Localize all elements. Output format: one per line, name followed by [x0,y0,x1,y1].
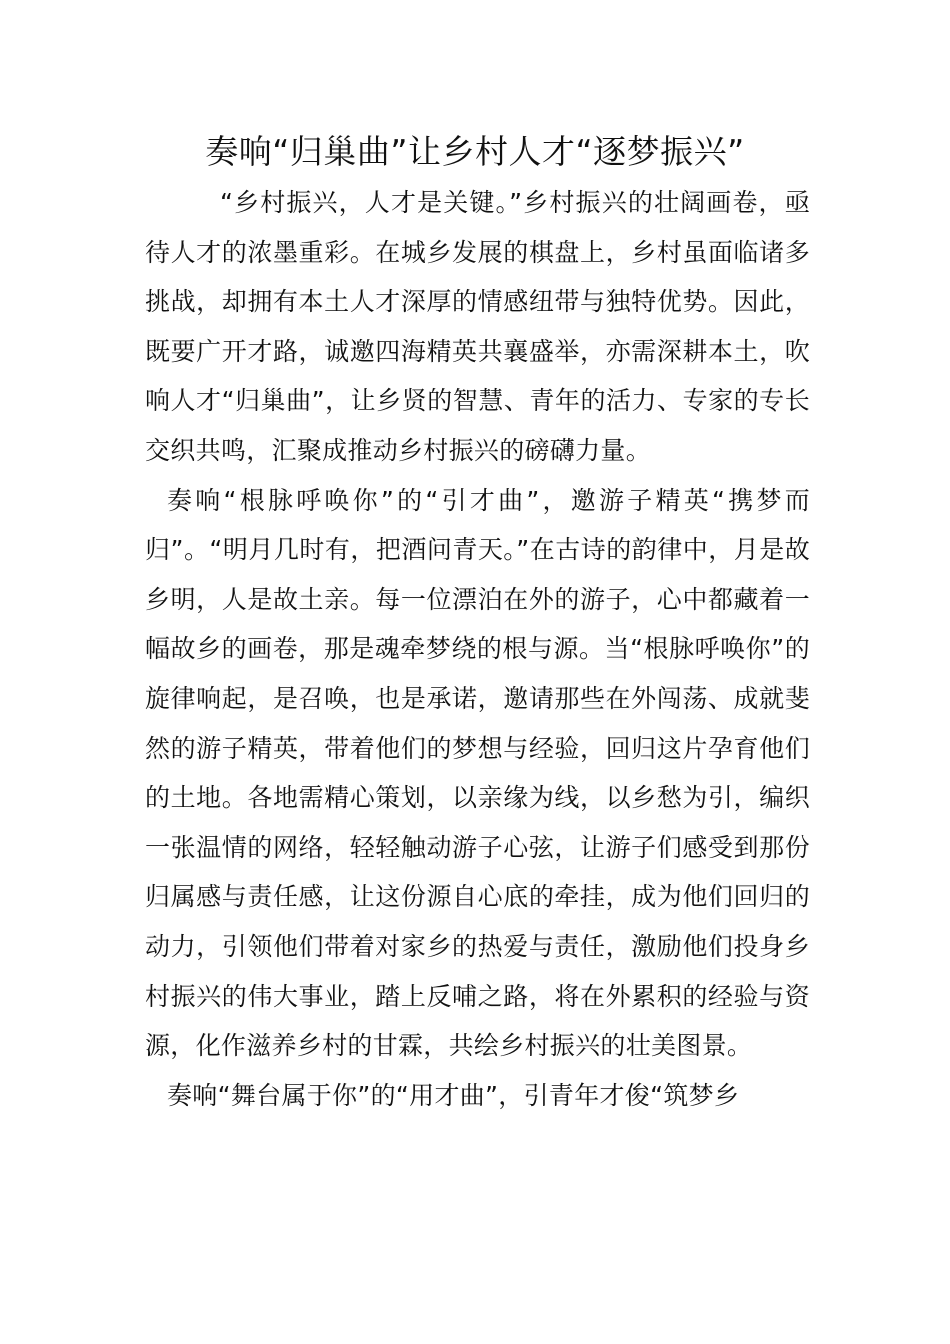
paragraph-recruit-talent: 奏响“根脉呼唤你”的“引才曲”，邀游子精英“携梦而归”。“明月几时有，把酒问青天。”在古诗的韵律中，月是故乡明，人是故土亲。每一位漂泊在外的游子，心中都藏着一幅故乡的画卷，那是魂牵梦绕的根与源。当“根脉呼唤你”的旋律响起，是召唤，也是承诺，邀请那些在外闯荡、成就斐然的游子精英，带着他们的梦想与经验，回归这片孕育他们的土地。各地需精心策划，以亲缘为线，以乡愁为引，编织一张温情的网络，轻轻触动游子心弦，让游子们感受到那份归属感与责任感，让这份源自心底的牵挂，成为他们回归的动力，引领他们带着对家乡的热爱与责任，激励他们投身乡村振兴的伟大事业，踏上反哺之路，将在外累积的经验与资源，化作滋养乡村的甘霖，共绘乡村振兴的壮美图景。 [145,485,810,1061]
document-body [145,178,810,1120]
paragraph-use-talent: 奏响“舞台属于你”的“用才曲”，引青年才俊“筑梦乡 [167,1080,740,1110]
paragraph-intro: “乡村振兴，人才是关键。”乡村振兴的壮阔画卷，亟待人才的浓墨重彩。在城乡发展的棋盘上，乡村虽面临诸多挑战，却拥有本土人才深厚的情感纽带与独特优势。因此，既要广开才路，诚邀四海精英共襄盛举，亦需深耕本土，吹响人才“归巢曲”，让乡贤的智慧、青年的活力、专家的专长交织共鸣，汇聚成推动乡村振兴的磅礴力量。 [145,188,810,465]
document-title: 奏响“归巢曲”让乡村人才“逐梦振兴” [205,132,745,171]
